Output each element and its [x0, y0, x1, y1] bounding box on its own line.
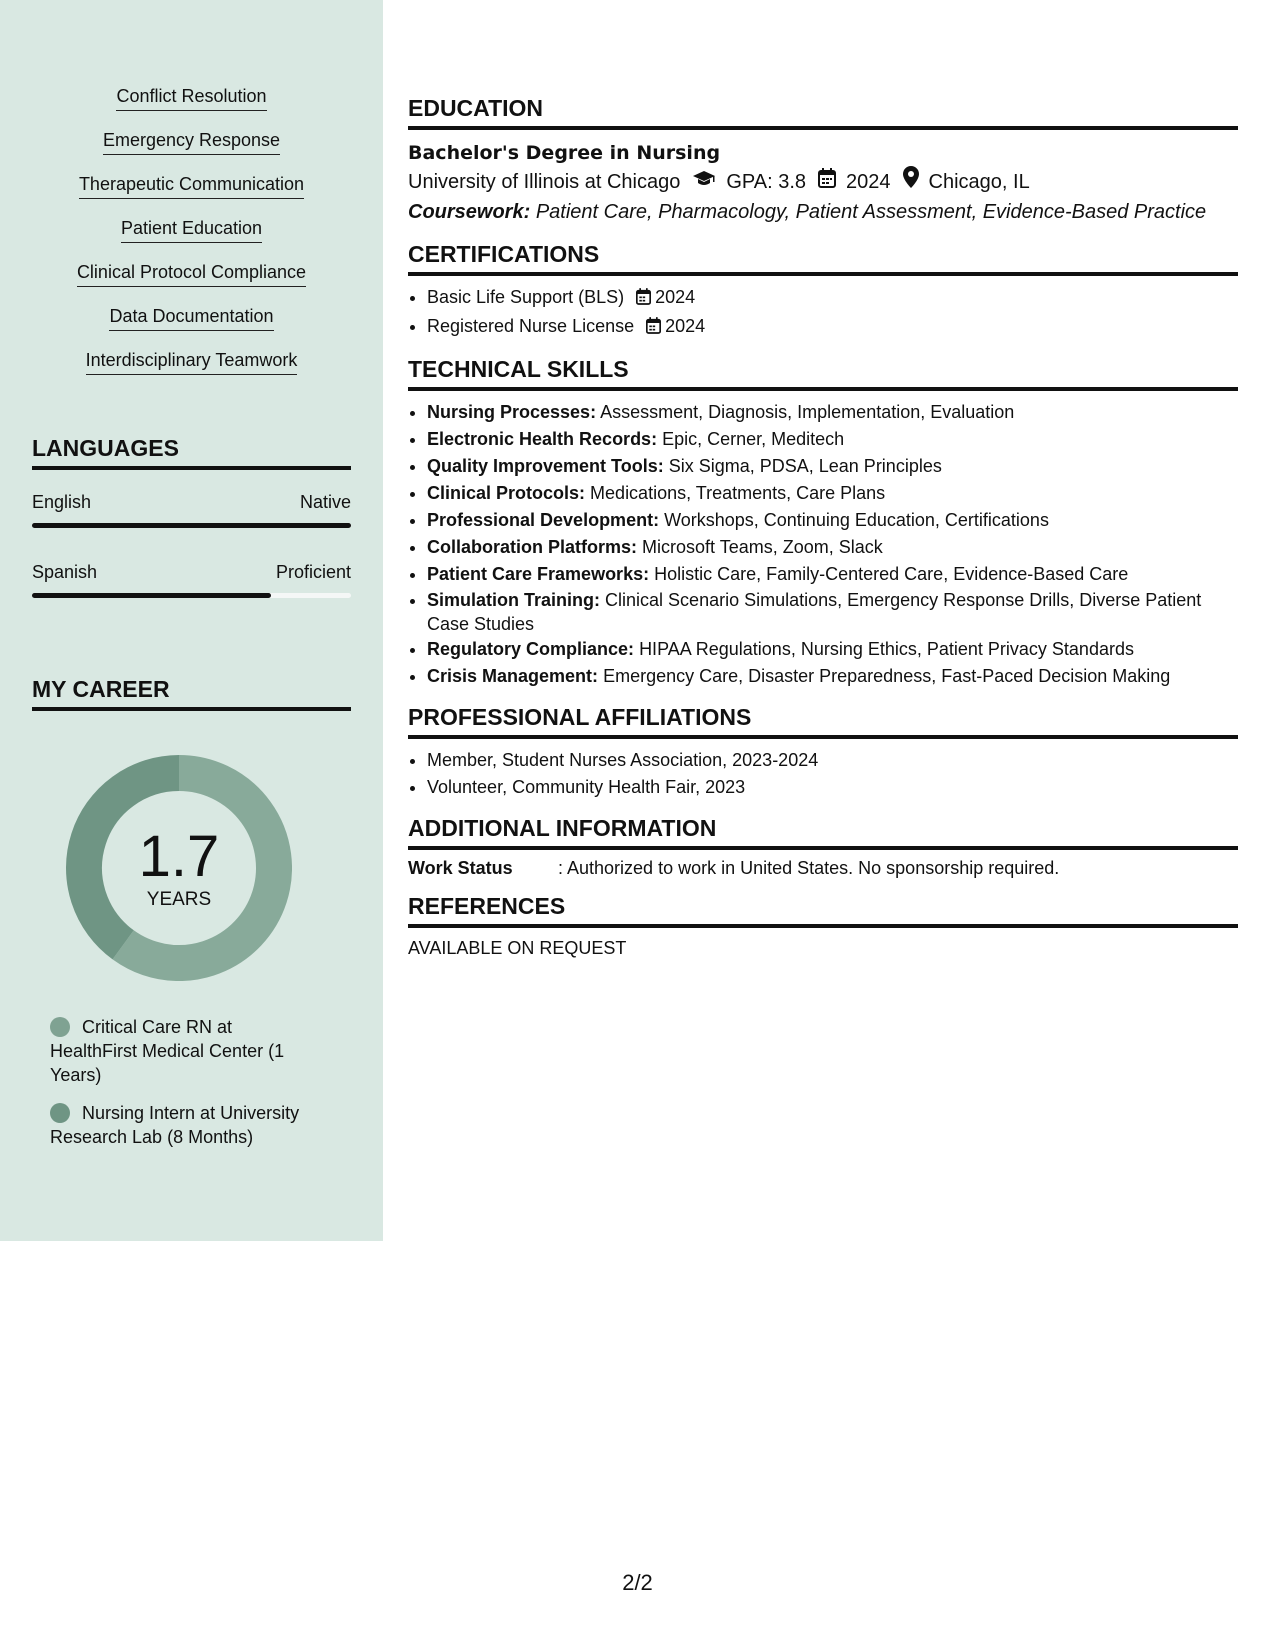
skill-category: Clinical Protocols: — [427, 483, 586, 503]
skill-values: Six Sigma, PDSA, Lean Principles — [668, 456, 942, 476]
skill-category: Professional Development: — [427, 510, 660, 530]
education-heading: EDUCATION — [408, 95, 1238, 130]
affiliations-list — [408, 747, 1238, 801]
list-item — [427, 534, 1238, 561]
main-content — [408, 95, 1238, 959]
skill-category: Collaboration Platforms: — [427, 537, 638, 557]
language-name: Spanish — [32, 562, 98, 582]
list-item — [427, 480, 1238, 507]
language-bar — [32, 523, 351, 528]
career-legend-text: Nursing Intern at University Research Lab (8 Months) — [50, 1103, 300, 1147]
skill-item: Interdisciplinary Teamwork — [86, 348, 298, 375]
language-bar-fill — [32, 593, 271, 598]
legend-dot-icon — [50, 1017, 70, 1037]
language-bar-fill — [32, 523, 351, 528]
skill-values: Epic, Cerner, Meditech — [662, 429, 845, 449]
skill-category: Patient Care Frameworks: — [427, 564, 650, 584]
coursework-label: Coursework: — [408, 201, 531, 223]
languages-heading: LANGUAGES — [32, 435, 351, 470]
list-item — [427, 284, 1238, 313]
language-name: English — [32, 492, 92, 512]
career-legend-item — [50, 1101, 320, 1149]
certifications-heading: CERTIFICATIONS — [408, 241, 1238, 276]
work-status-label: Work Status — [408, 858, 513, 878]
work-status-value: : Authorized to work in United States. No sponsorship required. — [558, 858, 1060, 878]
certifications-list — [408, 284, 1238, 342]
list-item — [427, 561, 1238, 588]
skill-values: Assessment, Diagnosis, Implementation, Evaluation — [600, 402, 1015, 422]
skill-values: Microsoft Teams, Zoom, Slack — [642, 537, 883, 557]
coursework-list: Patient Care, Pharmacology, Patient Assessment, Evidence-Based Practice — [535, 201, 1207, 223]
list-item — [427, 588, 1238, 636]
skill-item: Therapeutic Communication — [79, 172, 304, 199]
career-legend-item — [50, 1015, 320, 1087]
language-level: Native — [299, 492, 351, 512]
list-item — [427, 507, 1238, 534]
list-item: • Volunteer, Community Health Fair, 2023 — [427, 774, 1238, 801]
skill-item: Emergency Response — [103, 128, 280, 155]
graduation-year: 2024 — [846, 170, 891, 193]
list-item — [427, 313, 1238, 342]
skill-values: Clinical Scenario Simulations, Emergency Response Drills, Diverse Patient Case Studies — [427, 590, 1202, 634]
references-heading: REFERENCES — [408, 893, 1238, 928]
list-item — [427, 399, 1238, 426]
certification-year: 2024 — [655, 287, 696, 307]
skill-category: Quality Improvement Tools: — [427, 456, 664, 476]
list-item: • Member, Student Nurses Association, 2023-2024 — [427, 747, 1238, 774]
skill-values: Medications, Treatments, Care Plans — [590, 483, 886, 503]
degree-title: Bachelor's Degree in Nursing — [408, 142, 721, 164]
skill-values: HIPAA Regulations, Nursing Ethics, Patient Privacy Standards — [639, 639, 1134, 659]
career-unit: YEARS — [146, 889, 212, 910]
certification-name: Registered Nurse License — [427, 316, 635, 336]
school-location: Chicago, IL — [928, 170, 1030, 193]
school-name: University of Illinois at Chicago — [408, 170, 681, 193]
career-heading: MY CAREER — [32, 676, 351, 711]
calendar-icon — [636, 286, 651, 313]
coursework — [408, 197, 1238, 227]
skill-category: Electronic Health Records: — [427, 429, 658, 449]
skill-item: Conflict Resolution — [116, 84, 266, 111]
location-pin-icon — [903, 166, 919, 197]
certification-year: 2024 — [665, 316, 706, 336]
certification-name: Basic Life Support (BLS) — [427, 287, 625, 307]
career-legend-text: Critical Care RN at HealthFirst Medical Center (1 Years) — [50, 1017, 285, 1085]
calendar-icon — [646, 315, 661, 342]
page-number: 2/2 — [622, 1570, 653, 1595]
work-status — [408, 858, 1238, 879]
sidebar — [0, 0, 383, 1241]
list-item — [427, 636, 1238, 663]
skill-item: Patient Education — [121, 216, 262, 243]
skill-item: Data Documentation — [109, 304, 273, 331]
career-legend — [50, 1015, 320, 1163]
graduation-cap-icon — [692, 167, 716, 197]
list-item — [427, 453, 1238, 480]
legend-dot-icon — [50, 1103, 70, 1123]
education-details — [408, 166, 1238, 197]
list-item — [427, 426, 1238, 453]
references-text: AVAILABLE ON REQUEST — [408, 938, 627, 958]
language-english — [32, 492, 351, 528]
skill-values: Workshops, Continuing Education, Certifications — [664, 510, 1049, 530]
skill-category: Nursing Processes: — [427, 402, 597, 422]
skill-values: Emergency Care, Disaster Preparedness, Fast-Paced Decision Making — [603, 666, 1171, 686]
skill-values: Holistic Care, Family-Centered Care, Evidence-Based Care — [654, 564, 1129, 584]
additional-info-heading: ADDITIONAL INFORMATION — [408, 815, 1238, 850]
calendar-icon — [818, 167, 836, 197]
affiliations-heading: PROFESSIONAL AFFILIATIONS — [408, 704, 1238, 739]
gpa: GPA: 3.8 — [726, 170, 807, 193]
technical-skills-heading: TECHNICAL SKILLS — [408, 356, 1238, 391]
soft-skills-list — [0, 84, 383, 392]
career-total: 1.7 — [138, 824, 220, 889]
language-level: Proficient — [275, 562, 351, 582]
skill-category: Regulatory Compliance: — [427, 639, 635, 659]
language-spanish — [32, 562, 351, 598]
skill-category: Crisis Management: — [427, 666, 599, 686]
skill-item: Clinical Protocol Compliance — [77, 260, 306, 287]
skill-category: Simulation Training: — [427, 590, 601, 610]
list-item — [427, 663, 1238, 690]
language-bar — [32, 593, 351, 598]
technical-skills-list — [408, 399, 1238, 690]
